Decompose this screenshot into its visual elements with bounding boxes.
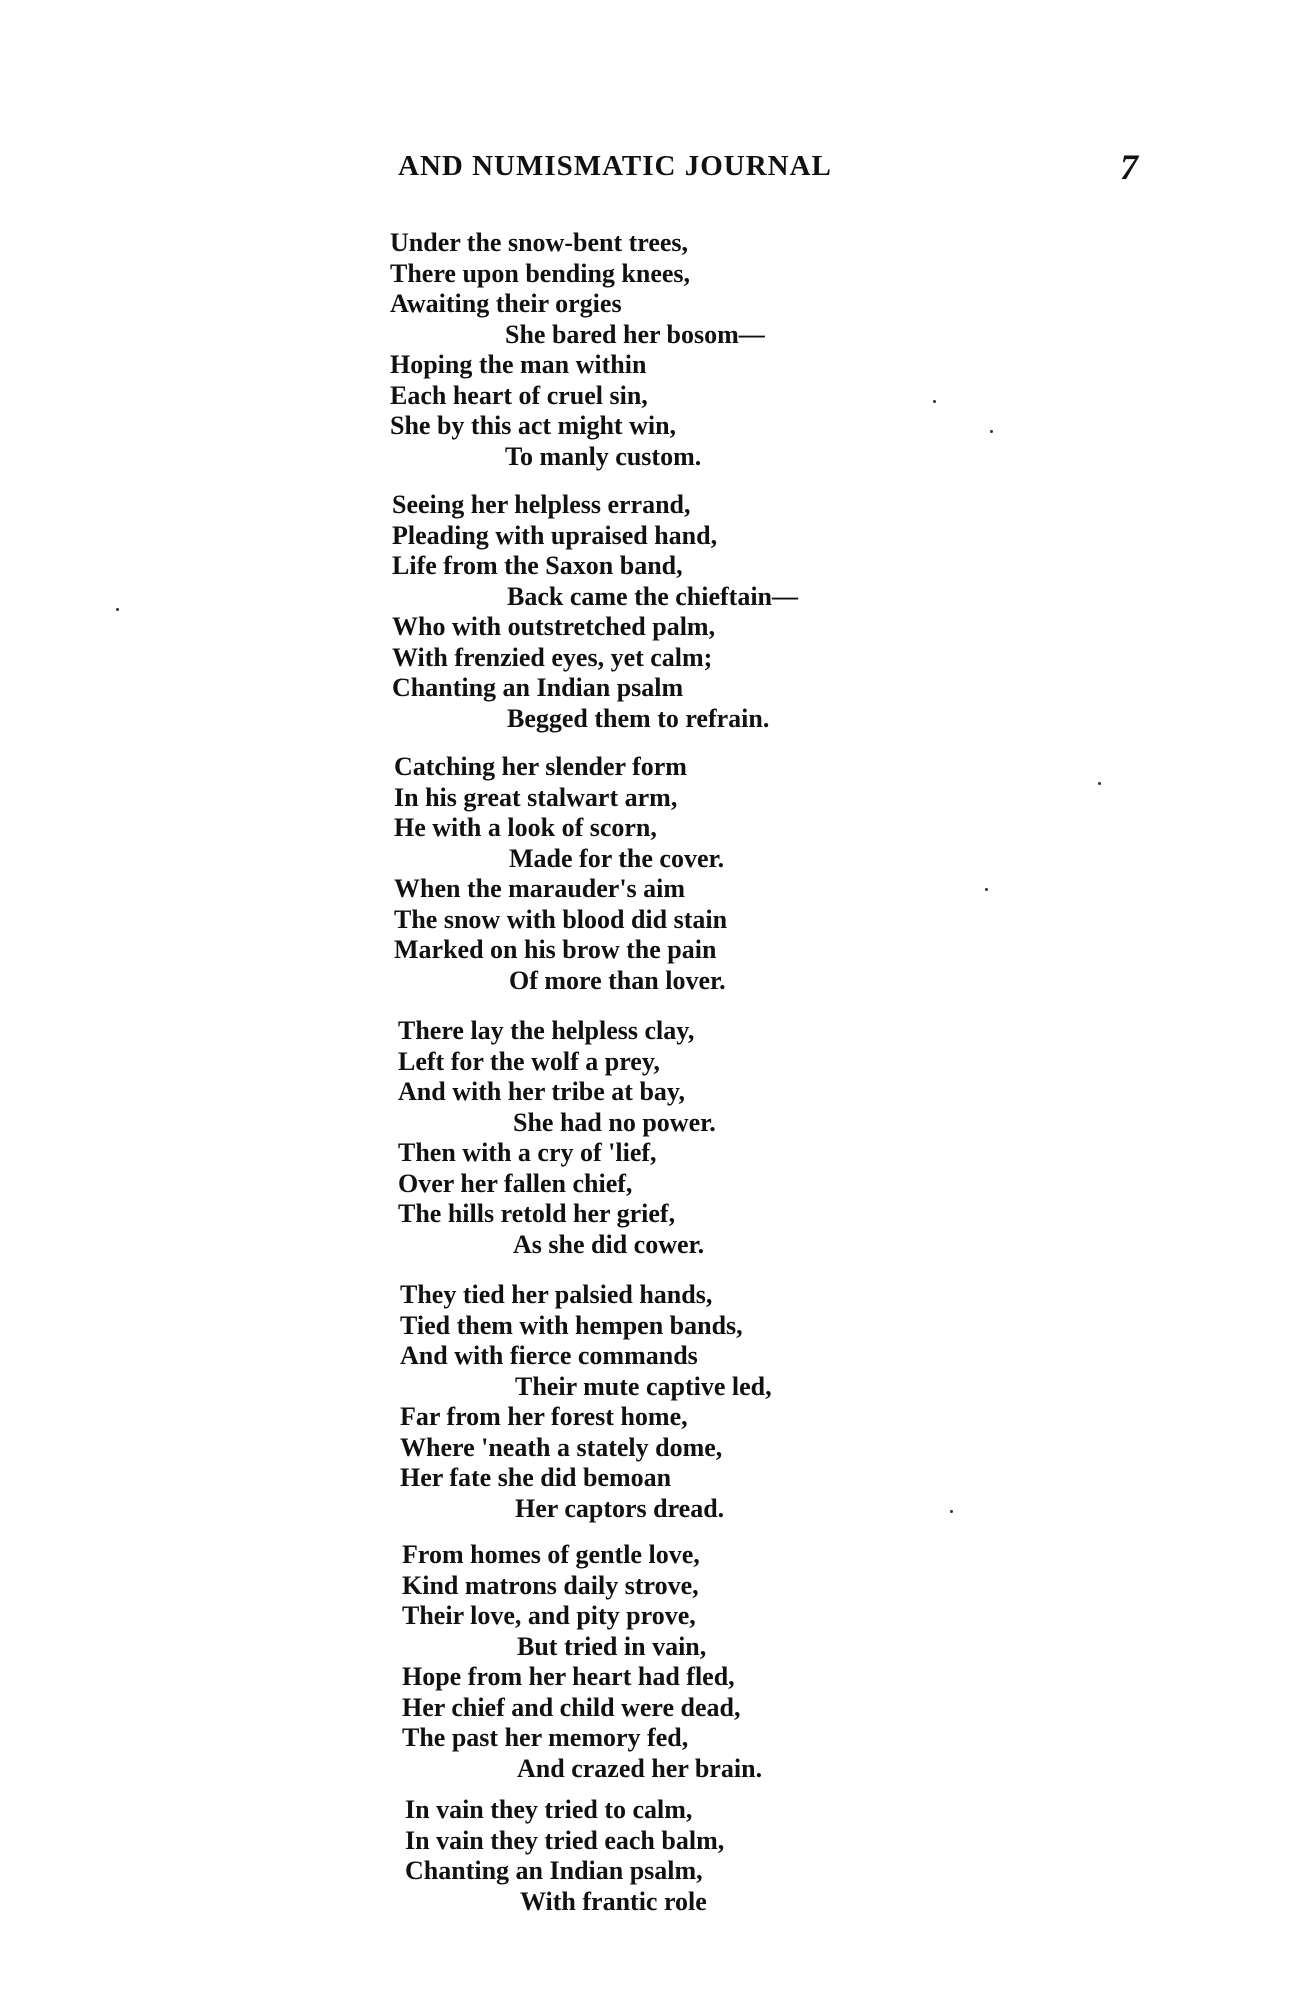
poem-line: Awaiting their orgies bbox=[390, 289, 622, 318]
poem-line: Hope from her heart had fled, bbox=[402, 1662, 735, 1691]
poem-line: Left for the wolf a prey, bbox=[398, 1046, 660, 1076]
stanza bbox=[398, 1016, 918, 1260]
poem-line: Tied them with hempen bands, bbox=[400, 1310, 743, 1340]
poem-line: There upon bending knees, bbox=[390, 258, 691, 288]
poem-line: Pleading with upraised hand, bbox=[392, 520, 718, 550]
print-speck bbox=[990, 430, 993, 433]
poem-line: Her fate she did bemoan bbox=[400, 1463, 672, 1492]
poem-line: Chanting an Indian psalm bbox=[392, 673, 684, 702]
poem-line-indented: Her captors dread. bbox=[515, 1493, 725, 1523]
poem-line: The snow with blood did stain bbox=[394, 904, 728, 934]
poem-line: There lay the helpless clay, bbox=[398, 1016, 695, 1045]
poem-line-indented: To manly custom. bbox=[505, 441, 702, 471]
poem-line: Where 'neath a stately dome, bbox=[400, 1432, 723, 1462]
poem-line: Catching her slender form bbox=[394, 752, 687, 781]
print-speck bbox=[116, 608, 119, 611]
stanza bbox=[402, 1540, 922, 1784]
poem-line: When the marauder's aim bbox=[394, 874, 686, 903]
poem-line: Over her fallen chief, bbox=[398, 1168, 633, 1198]
poem-line-indented: And crazed her brain. bbox=[517, 1753, 763, 1783]
poem-line: Marked on his brow the pain bbox=[394, 935, 717, 964]
poem-line-indented: Begged them to refrain. bbox=[507, 703, 770, 733]
poem-line: Chanting an Indian psalm, bbox=[405, 1856, 703, 1885]
poem-line: With frenzied eyes, yet calm; bbox=[392, 642, 713, 672]
print-speck bbox=[933, 400, 936, 403]
poem-line-indented: She had no power. bbox=[513, 1107, 716, 1137]
poem-line-indented: Back came the chieftain— bbox=[507, 581, 799, 611]
print-speck bbox=[985, 888, 988, 891]
poem-line: She by this act might win, bbox=[390, 411, 677, 440]
poem-line: Their love, and pity prove, bbox=[402, 1601, 696, 1630]
poem-line: Far from her forest home, bbox=[400, 1402, 688, 1431]
poem-line-indented: With frantic role bbox=[520, 1886, 707, 1916]
poem-line: They tied her palsied hands, bbox=[400, 1280, 713, 1309]
poem-line: Her chief and child were dead, bbox=[402, 1692, 741, 1722]
poem-line: Seeing her helpless errand, bbox=[392, 490, 691, 519]
poem-line-indented: Of more than lover. bbox=[509, 965, 726, 995]
poem-line: In vain they tried each balm, bbox=[405, 1825, 725, 1855]
poem-line: Hoping the man within bbox=[390, 350, 647, 379]
poem-line: Who with outstretched palm, bbox=[392, 612, 716, 641]
poem-line-indented: But tried in vain, bbox=[517, 1631, 707, 1661]
poem-line: Under the snow-bent trees, bbox=[390, 228, 689, 257]
poem-line-indented: Made for the cover. bbox=[509, 843, 725, 873]
poem-line: And with her tribe at bay, bbox=[398, 1077, 685, 1106]
stanza bbox=[390, 228, 910, 472]
poem-line: Then with a cry of 'lief, bbox=[398, 1138, 657, 1167]
print-speck bbox=[1098, 782, 1101, 785]
poem-line-indented: As she did cower. bbox=[513, 1229, 705, 1259]
page-number: 7 bbox=[1120, 147, 1138, 187]
poem-line: In his great stalwart arm, bbox=[394, 782, 678, 812]
poem-line-indented: She bared her bosom— bbox=[505, 319, 765, 349]
poem-line: From homes of gentle love, bbox=[402, 1540, 700, 1569]
poem-line: Life from the Saxon band, bbox=[392, 551, 683, 580]
poem-line-indented: Their mute captive led, bbox=[515, 1371, 772, 1401]
poem-line: In vain they tried to calm, bbox=[405, 1795, 693, 1824]
stanza bbox=[392, 490, 912, 734]
poem-line: Kind matrons daily strove, bbox=[402, 1570, 699, 1600]
running-head: AND NUMISMATIC JOURNAL bbox=[398, 150, 832, 182]
poem-line: The hills retold her grief, bbox=[398, 1199, 676, 1228]
stanza bbox=[394, 752, 914, 996]
poem-line: The past her memory fed, bbox=[402, 1723, 689, 1752]
poem-line: Each heart of cruel sin, bbox=[390, 380, 648, 410]
poem-line: And with fierce commands bbox=[400, 1341, 698, 1370]
poem-line: He with a look of scorn, bbox=[394, 813, 657, 842]
print-speck bbox=[950, 1510, 953, 1513]
stanza bbox=[405, 1795, 925, 1917]
stanza bbox=[400, 1280, 920, 1524]
